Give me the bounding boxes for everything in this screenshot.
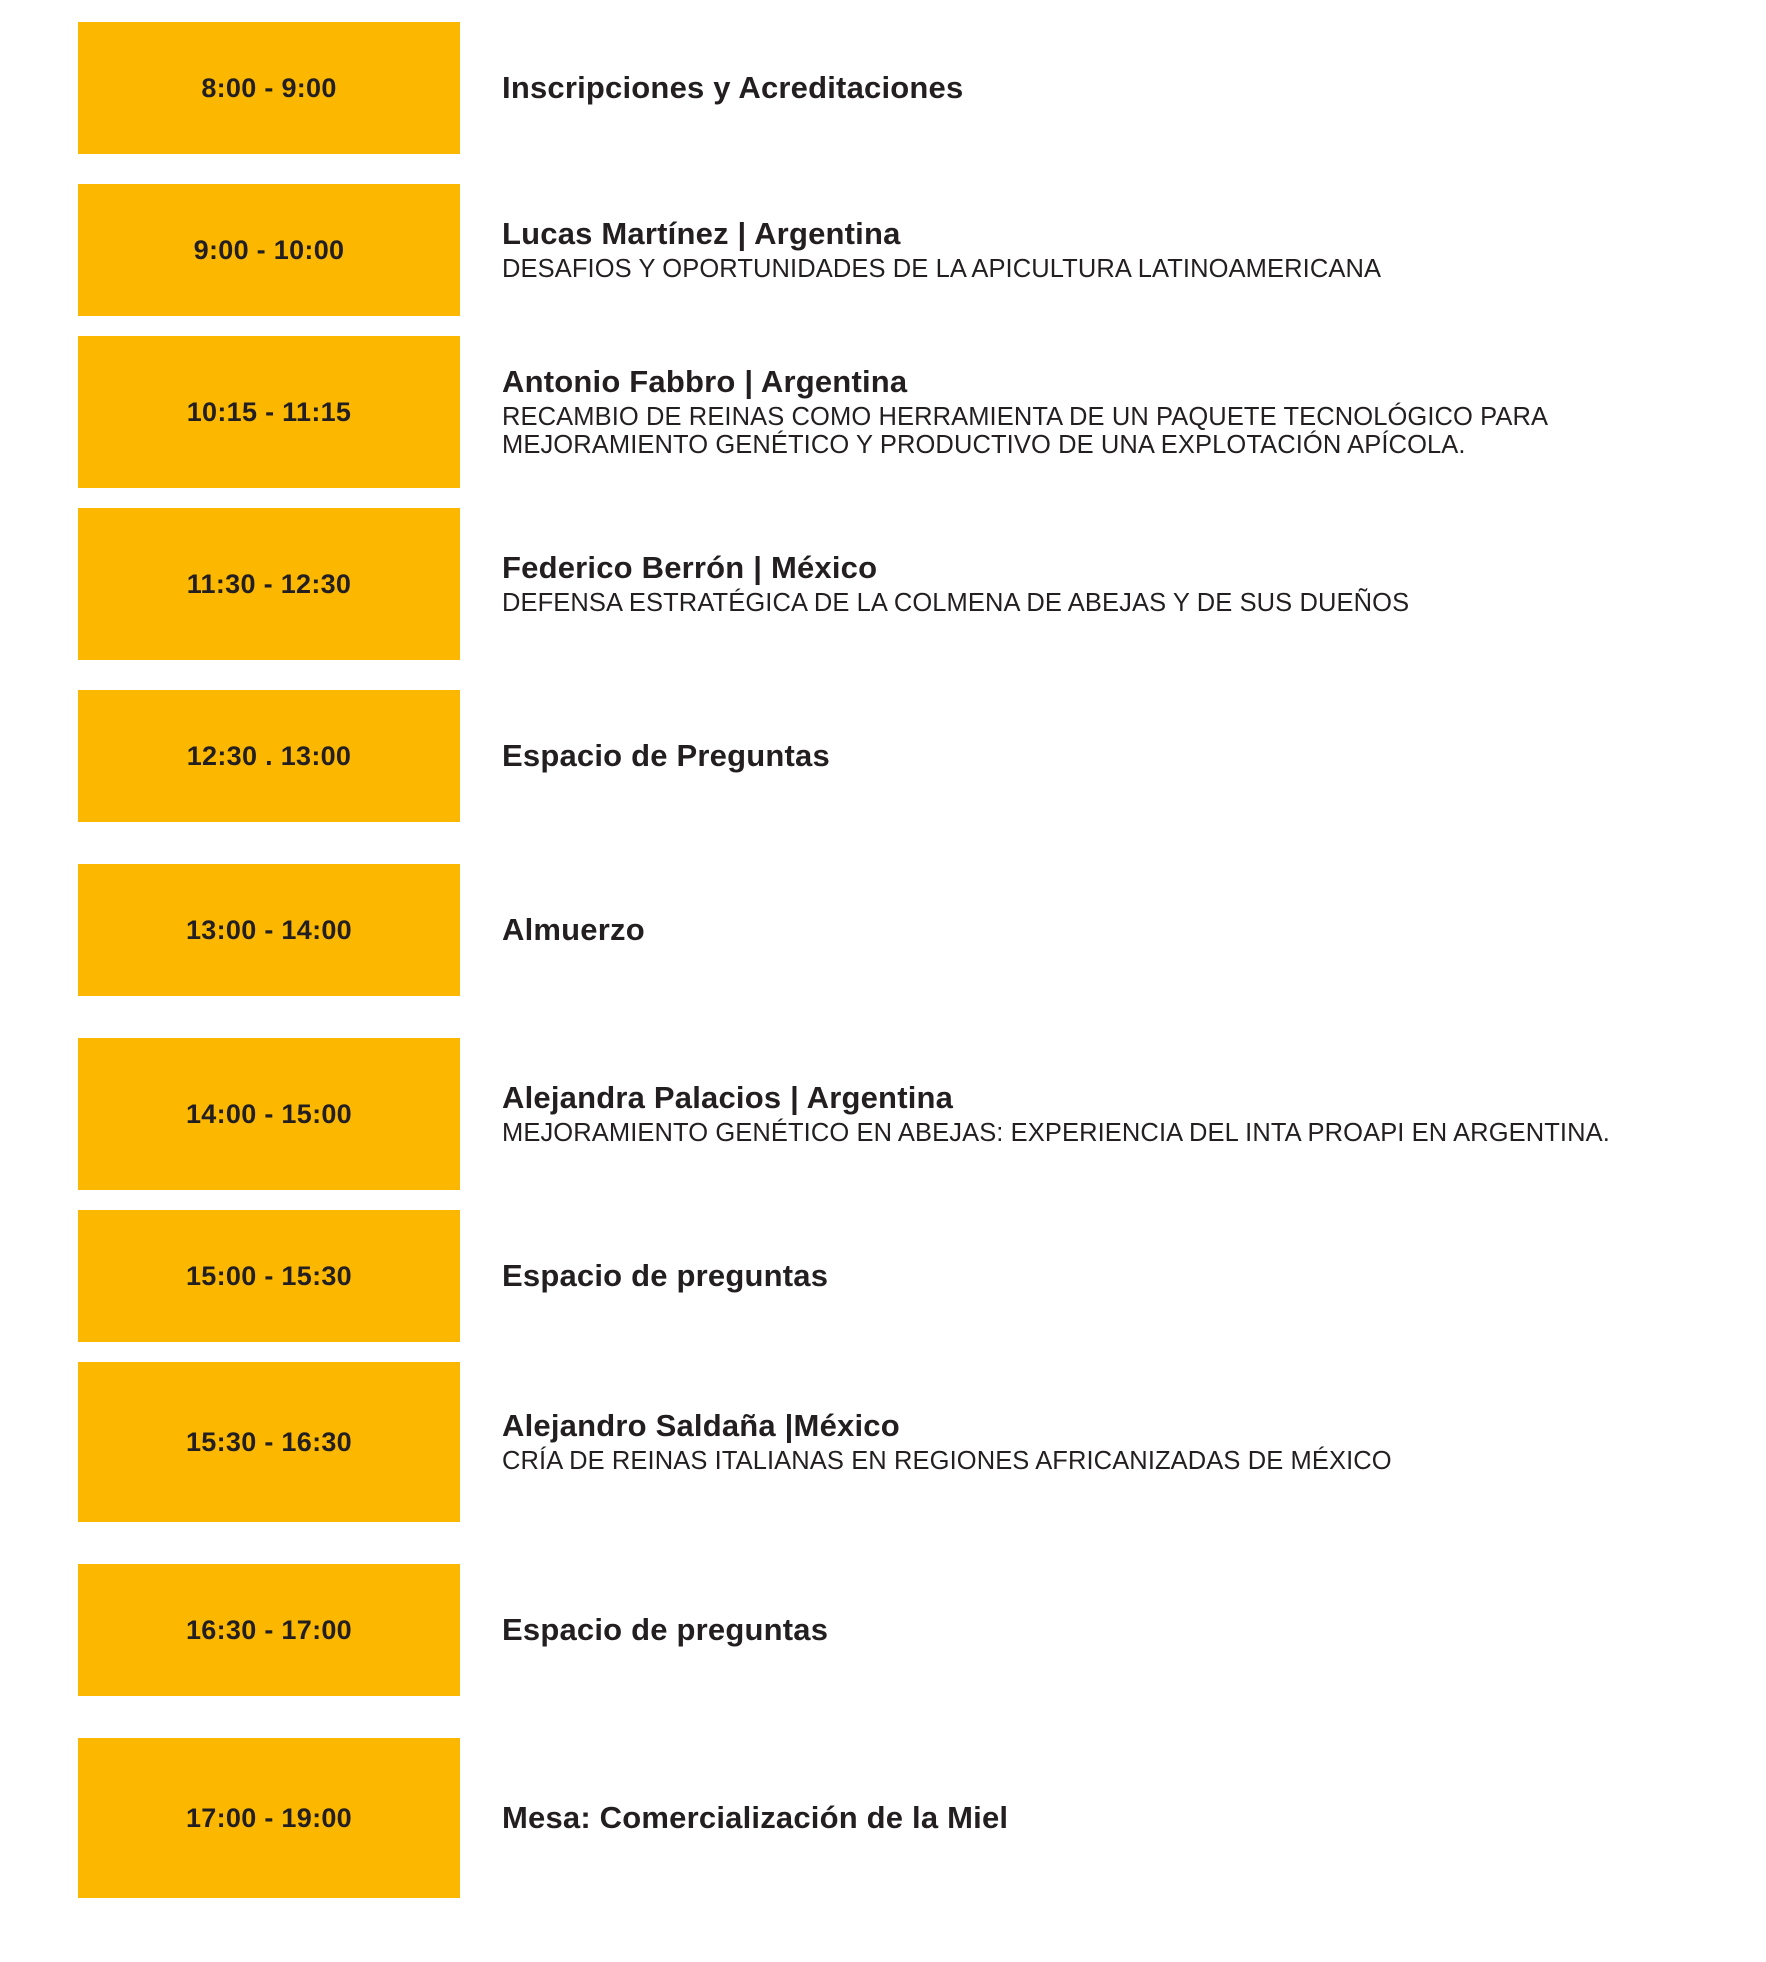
session-content bbox=[460, 1038, 1766, 1190]
session-label: Mesa: Comercialización de la Miel bbox=[502, 1800, 1009, 1835]
schedule-row bbox=[0, 22, 1766, 154]
schedule-row bbox=[0, 690, 1766, 822]
talk-title: MEJORAMIENTO GENÉTICO EN ABEJAS: EXPERIENCIA DEL INTA PROAPI EN ARGENTINA. bbox=[502, 1119, 1610, 1148]
session-content bbox=[460, 1738, 1766, 1898]
schedule-row bbox=[0, 184, 1766, 316]
time-slot: 8:00 - 9:00 bbox=[78, 22, 460, 154]
speaker-name: Lucas Martínez | Argentina bbox=[502, 216, 901, 252]
schedule-row bbox=[0, 864, 1766, 996]
schedule-row bbox=[0, 1210, 1766, 1342]
schedule-row bbox=[0, 508, 1766, 660]
time-slot: 10:15 - 11:15 bbox=[78, 336, 460, 488]
talk-title: RECAMBIO DE REINAS COMO HERRAMIENTA DE UN PAQUETE TECNOLÓGICO PARA MEJORAMIENTO GENÉTICO Y PRODUCTIVO DE UNA EXPLOTACIÓN APÍCOLA. bbox=[502, 402, 1547, 460]
speaker-name: Alejandro Saldaña |México bbox=[502, 1408, 900, 1444]
speaker-name: Federico Berrón | México bbox=[502, 550, 878, 586]
session-content bbox=[460, 184, 1766, 316]
session-label: Espacio de preguntas bbox=[502, 1612, 829, 1647]
talk-title: DESAFIOS Y OPORTUNIDADES DE LA APICULTURA LATINOAMERICANA bbox=[502, 255, 1382, 284]
time-slot: 9:00 - 10:00 bbox=[78, 184, 460, 316]
talk-title: CRÍA DE REINAS ITALIANAS EN REGIONES AFRICANIZADAS DE MÉXICO bbox=[502, 1447, 1392, 1476]
time-slot: 14:00 - 15:00 bbox=[78, 1038, 460, 1190]
session-content bbox=[460, 864, 1766, 996]
speaker-name: Alejandra Palacios | Argentina bbox=[502, 1080, 954, 1116]
session-label: Espacio de Preguntas bbox=[502, 738, 830, 773]
schedule-row bbox=[0, 1564, 1766, 1696]
time-slot: 15:00 - 15:30 bbox=[78, 1210, 460, 1342]
time-slot: 17:00 - 19:00 bbox=[78, 1738, 460, 1898]
session-content bbox=[460, 1210, 1766, 1342]
schedule-row bbox=[0, 1038, 1766, 1190]
schedule-row bbox=[0, 1362, 1766, 1522]
session-content bbox=[460, 336, 1766, 488]
time-slot: 16:30 - 17:00 bbox=[78, 1564, 460, 1696]
session-content bbox=[460, 1362, 1766, 1522]
time-slot: 11:30 - 12:30 bbox=[78, 508, 460, 660]
speaker-name: Antonio Fabbro | Argentina bbox=[502, 364, 908, 400]
schedule-row bbox=[0, 1738, 1766, 1898]
time-slot: 12:30 . 13:00 bbox=[78, 690, 460, 822]
session-label: Espacio de preguntas bbox=[502, 1258, 829, 1293]
session-label: Almuerzo bbox=[502, 912, 645, 947]
session-content bbox=[460, 690, 1766, 822]
session-content bbox=[460, 508, 1766, 660]
talk-title: DEFENSA ESTRATÉGICA DE LA COLMENA DE ABEJAS Y DE SUS DUEÑOS bbox=[502, 589, 1410, 618]
session-content bbox=[460, 1564, 1766, 1696]
time-slot: 13:00 - 14:00 bbox=[78, 864, 460, 996]
schedule-row bbox=[0, 336, 1766, 488]
session-content bbox=[460, 22, 1766, 154]
session-label: Inscripciones y Acreditaciones bbox=[502, 70, 964, 105]
time-slot: 15:30 - 16:30 bbox=[78, 1362, 460, 1522]
